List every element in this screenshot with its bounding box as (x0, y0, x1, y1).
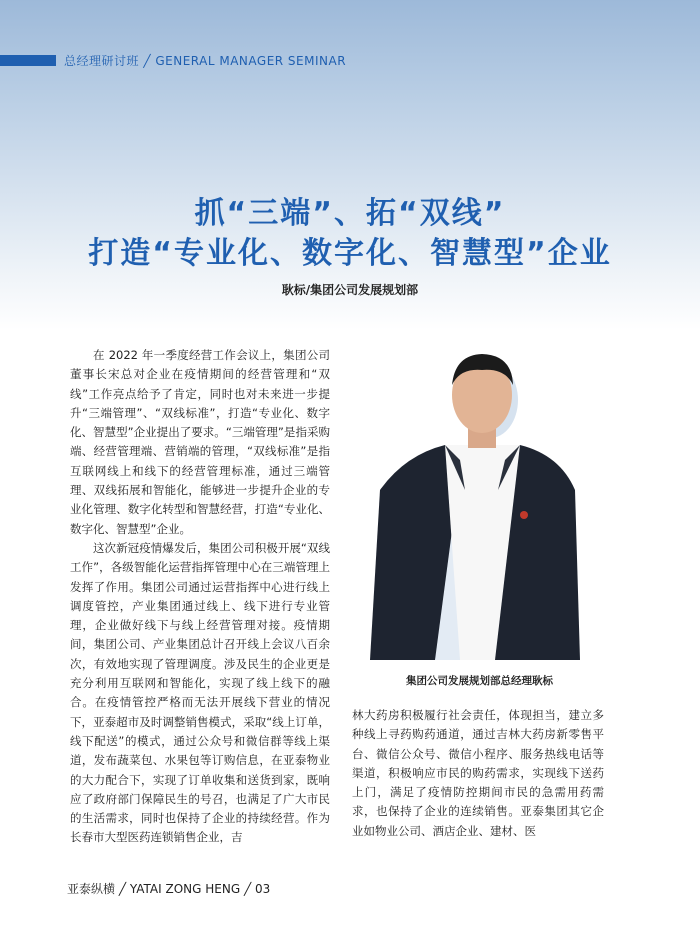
portrait-photo (360, 340, 600, 660)
section-header: 总经理研讨班 ╱ GENERAL MANAGER SEMINAR (64, 54, 347, 68)
header-accent-bar (0, 55, 56, 66)
article-title-line2: 打造“专业化、数字化、智慧型”企业 (88, 236, 612, 271)
photo-caption: 集团公司发展规划部总经理耿标 (406, 675, 553, 687)
article-byline: 耿标/集团公司发展规划部 (281, 283, 419, 297)
paragraph-2: 这次新冠疫情爆发后，集团公司积极开展“双线工作”，各级智能化运营指挥管理中心在三端管理上发挥了作用。集团公司通过运营指挥中心进行线上调度管控，产业集团通过线上、线下进行专业管理，企业做好线下与线上经营管理对接。疫情期间，集团公司、产业集团总计召开线上会议八百余次，有效地实现了管理调度。涉及民生的企业更是充分利用互联网和智能化，实现了线上线下的融合。在疫情管控严格而无法开展线下营业的情况下，亚泰超市及时调整销售模式，采取“线上订单，线下配送”的模式，通过公众号和微信群等线上渠道，发布蔬菜包、水果包等订购信息，在亚泰物业的大力配合下，实现了订单收集和送货到家，既响应了政府部门保障民生的号召，也满足了广大市民的生活需求，同时也保持了企业的持续经营。作为长春市大型医药连锁销售企业，吉 (70, 540, 330, 845)
badge-pin (520, 511, 528, 519)
paragraph-3: 林大药房积极履行社会责任，体现担当，建立多种线上寻药购药通道，通过吉林大药房新零售平台、微信公众号、微信小程序、服务热线电话等渠道，积极响应市民的购药需求，实现线下送药上门，满足了疫情防控期间市民的急需用药需求，也保持了企业的连续销售。亚泰集团其它企业如物业公司、酒店企业、建材、医 (352, 708, 604, 838)
paragraph-1: 在 2022 年一季度经营工作会议上，集团公司董事长宋总对企业在疫情期间的经营管理和“双线”工作亮点给予了肯定，同时也对未来进一步提升“三端管理”、“双线标准”，打造“专业化、数字化、智慧型”企业提出了要求。“三端管理”是指采购端、经营管理端、营销端的管理，“双线标准”是指互联网线上和线下的经营管理标准，通过三端管理、双线拓展和智能化，能够进一步提升企业的专业化管理、数字化转型和智慧经营，打造“专业化、数字化、智慧型”企业。 (70, 348, 330, 536)
page-footer: 亚泰纵横 ╱ YATAI ZONG HENG ╱ 03 (67, 882, 271, 896)
article-right-column (352, 706, 604, 841)
article-left-column (70, 346, 330, 848)
article-title-line1: 抓“三端”、拓“双线” (194, 196, 506, 231)
